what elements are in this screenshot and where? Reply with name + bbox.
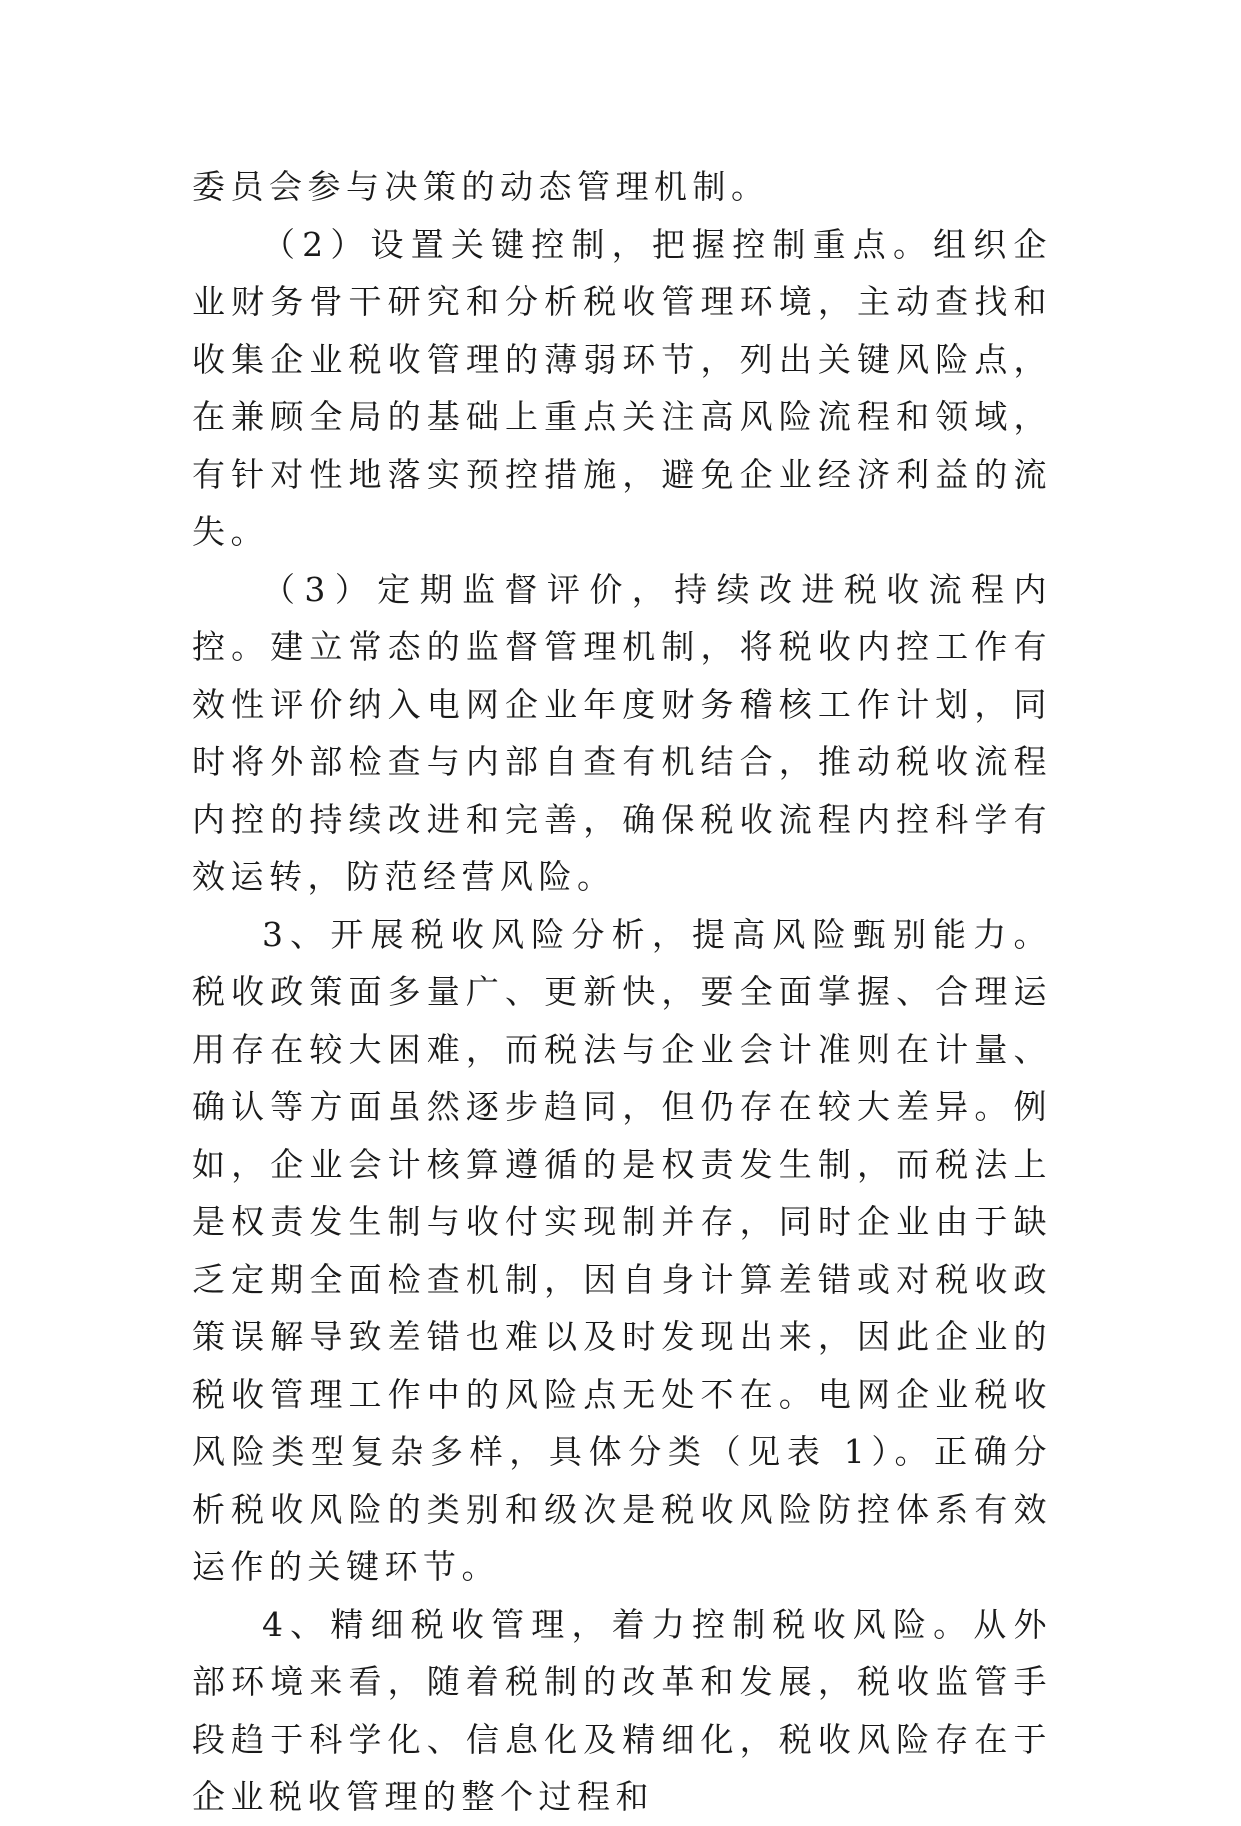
- paragraph-fine-management: 4、精细税收管理，着力控制税收风险。从外部环境来看，随着税制的改革和发展，税收监管手段趋于科学化、信息化及精细化，税收风险存在于企业税收管理的整个过程和: [192, 1604, 1052, 1816]
- paragraph-key-control: （2）设置关键控制，把握控制重点。组织企业财务骨干研究和分析税收管理环境，主动查找和收集企业税收管理的薄弱环节，列出关键风险点，在兼顾全局的基础上重点关注高风险流程和领域，有针对性地落实预控措施，避免企业经济利益的流失。: [192, 224, 1052, 551]
- paragraph-risk-analysis: 3、开展税收风险分析，提高风险甄别能力。税收政策面多量广、更新快，要全面掌握、合理运用存在较大困难，而税法与企业会计准则在计量、确认等方面虽然逐步趋同，但仍存在较大差异。例如，企业会计核算遵循的是权责发生制，而税法上是权责发生制与收付实现制并存，同时企业由于缺乏定期全面检查机制，因自身计算差错或对税收政策误解导致差错也难以及时发现出来，因此企业的税收管理工作中的风险点无处不在。电网企业税收风险类型复杂多样，具体分类（见表 1）。正确分析税收风险的类别和级次是税收风险防控体系有效运作的关键环节。: [192, 914, 1052, 1586]
- paragraph-supervision-evaluation: （3）定期监督评价，持续改进税收流程内控。建立常态的监督管理机制，将税收内控工作有效性评价纳入电网企业年度财务稽核工作计划，同时将外部检查与内部自查有机结合，推动税收流程内控的持续改进和完善，确保税收流程内控科学有效运转，防范经营风险。: [192, 569, 1052, 896]
- document-body: [192, 158, 1052, 1826]
- paragraph-continuation: 委员会参与决策的动态管理机制。: [192, 167, 770, 206]
